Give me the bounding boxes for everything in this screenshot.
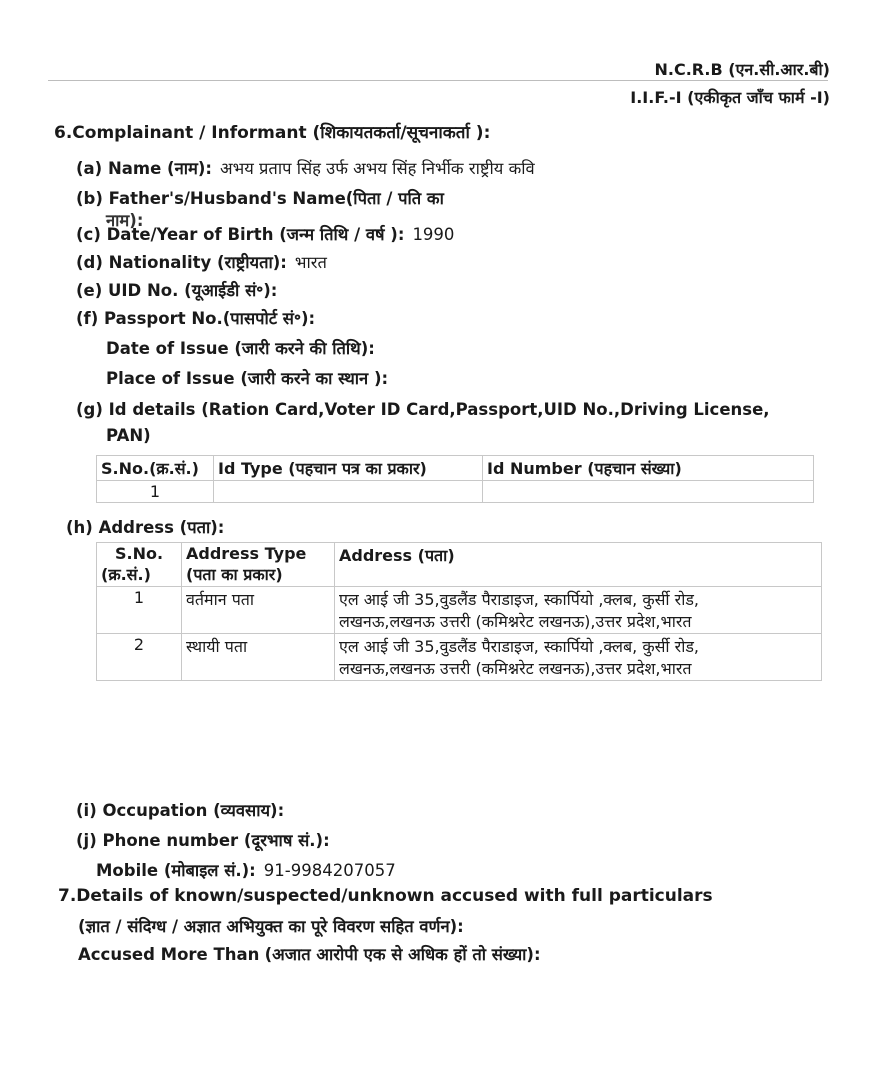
table-row	[97, 481, 814, 503]
address-table-header-sno-1: S.No.	[114, 544, 164, 563]
field-name-label: (a) Name (नाम):	[76, 159, 213, 178]
field-dob-value: 1990	[412, 225, 455, 244]
field-nationality-value: भारत	[294, 253, 327, 272]
address-table-header-sno	[97, 543, 182, 587]
header-rule	[48, 80, 828, 81]
address-table-header-type	[182, 543, 335, 587]
id-details-table	[96, 455, 814, 503]
field-dob	[76, 222, 454, 245]
field-passport-issue-date	[106, 336, 375, 359]
field-name	[76, 156, 535, 179]
field-passport-issue-place-label: Place of Issue (जारी करने का स्थान ):	[106, 369, 389, 388]
field-passport-issue-date-label: Date of Issue (जारी करने की तिथि):	[106, 339, 375, 358]
header-ncrb: N.C.R.B (एन.सी.आर.बी)	[654, 60, 830, 79]
field-father-name	[76, 186, 444, 209]
field-phone	[76, 828, 330, 851]
id-table-cell-type	[214, 481, 483, 503]
field-accused-hint: (अजात आरोपी एक से अधिक हों तो संख्या):	[264, 945, 541, 964]
field-mobile	[96, 858, 396, 881]
field-father-name-label: (b) Father's/Husband's Name(पिता / पति का	[76, 189, 444, 208]
field-mobile-label: Mobile (मोबाइल सं.):	[96, 861, 256, 880]
address-row-2-line-1: एल आई जी 35,वुडलैंड पैराडाइज, स्कार्पियो ,क्लब, कुर्सी रोड,	[339, 637, 699, 656]
address-row-2-line-2: लखनऊ,लखनऊ उत्तरी (कमिश्नरेट लखनऊ),उत्तर प्रदेश,भारत	[339, 659, 692, 678]
field-passport	[76, 306, 315, 329]
id-table-header-number: Id Number (पहचान संख्या)	[483, 456, 814, 481]
field-address-label: (h) Address (पता):	[66, 518, 225, 537]
address-table-header-address: Address (पता)	[335, 543, 822, 587]
field-dob-label: (c) Date/Year of Birth (जन्म तिथि / वर्ष ):	[76, 225, 405, 244]
id-table-header-row	[97, 456, 814, 481]
section-7-subtitle	[78, 914, 464, 937]
id-table-header-sno: S.No.(क्र.सं.)	[97, 456, 214, 481]
section-7-subtitle-text: (ज्ञात / संदिग्ध / अज्ञात अभियुक्त का पूरे विवरण सहित वर्णन):	[78, 917, 464, 936]
address-row-1-address	[335, 587, 822, 634]
field-nationality	[76, 250, 327, 273]
id-table-cell-sno: 1	[97, 481, 214, 503]
address-row-1-sno: 1	[97, 587, 182, 634]
section-6-title: 6.Complainant / Informant (शिकायतकर्ता/सूचनाकर्ता ):	[54, 123, 491, 143]
field-phone-label: (j) Phone number (दूरभाष सं.):	[76, 831, 330, 850]
field-uid	[76, 278, 277, 301]
field-mobile-value: 91-9984207057	[263, 861, 396, 880]
address-table-header-row	[97, 543, 822, 587]
field-father-name-label-2: नाम):	[106, 211, 144, 230]
field-occupation	[76, 798, 284, 821]
address-row-2-type: स्थायी पता	[182, 634, 335, 681]
address-table-header-type-2: (पता का प्रकार)	[186, 565, 283, 584]
table-row	[97, 587, 822, 634]
address-row-1-type: वर्तमान पता	[182, 587, 335, 634]
header-iif: I.I.F.-I (एकीकृत जाँच फार्म -I)	[630, 88, 830, 107]
field-passport-issue-place	[106, 366, 388, 389]
id-table-header-type: Id Type (पहचान पत्र का प्रकार)	[214, 456, 483, 481]
field-accused-more-than	[78, 942, 541, 965]
table-row	[97, 634, 822, 681]
field-id-details	[76, 400, 770, 419]
address-row-1-line-1: एल आई जी 35,वुडलैंड पैराडाइज, स्कार्पियो ,क्लब, कुर्सी रोड,	[339, 590, 699, 609]
section-7-title: 7.Details of known/suspected/unknown accused with full particulars	[58, 886, 713, 906]
address-table-header-type-1: Address Type	[186, 544, 307, 563]
field-address	[66, 515, 224, 538]
address-row-2-sno: 2	[97, 634, 182, 681]
field-occupation-label: (i) Occupation (व्यवसाय):	[76, 801, 285, 820]
field-name-value: अभय प्रताप सिंह उर्फ अभय सिंह निर्भीक राष्ट्रीय कवि	[220, 159, 535, 178]
id-table-cell-number	[483, 481, 814, 503]
address-row-1-line-2: लखनऊ,लखनऊ उत्तरी (कमिश्नरेट लखनऊ),उत्तर प्रदेश,भारत	[339, 612, 692, 631]
address-table-header-sno-2: (क्र.सं.)	[101, 565, 151, 584]
field-passport-label: (f) Passport No.(पासपोर्ट सं॰):	[76, 309, 316, 328]
field-id-details-cont	[106, 426, 151, 445]
field-nationality-label: (d) Nationality (राष्ट्रीयता):	[76, 253, 287, 272]
address-row-2-address	[335, 634, 822, 681]
address-table	[96, 542, 822, 681]
field-accused-label: Accused More Than	[78, 945, 260, 964]
field-uid-label: (e) UID No. (यूआईडी सं॰):	[76, 281, 278, 300]
field-id-details-label-2: PAN)	[106, 426, 151, 445]
field-id-details-label: (g) Id details (Ration Card,Voter ID Card,Passport,UID No.,Driving License,	[76, 400, 770, 419]
